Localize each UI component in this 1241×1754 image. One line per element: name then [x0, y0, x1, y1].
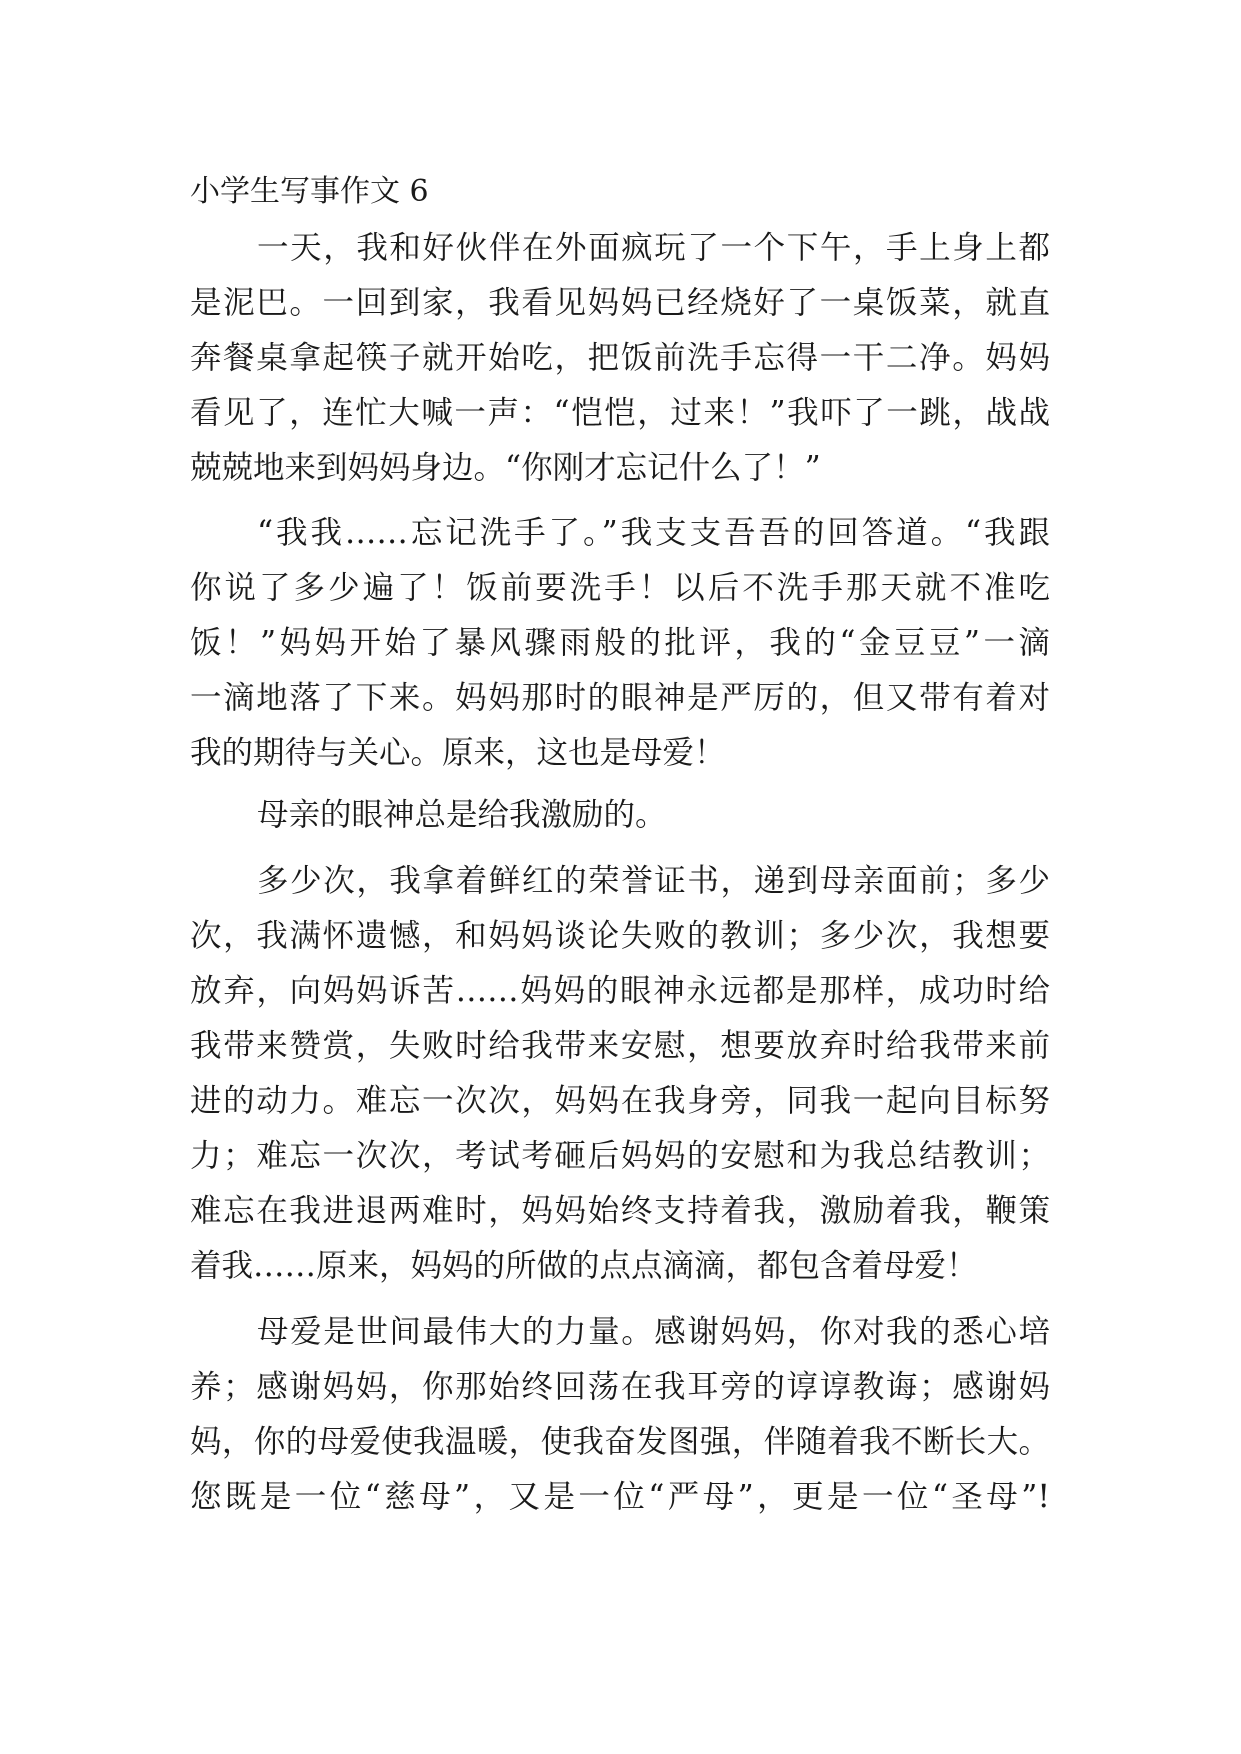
- document-title: 小学生写事作文 6: [190, 174, 429, 209]
- text-line: 饭！”妈妈开始了暴风骤雨般的批评，我的“金豆豆”一滴: [190, 625, 1050, 661]
- text-line: 一天，我和好伙伴在外面疯玩了一个下午，手上身上都: [257, 230, 1050, 266]
- text-line: 次，我满怀遗憾，和妈妈谈论失败的教训；多少次，我想要: [190, 918, 1050, 954]
- text-line: 力；难忘一次次，考试考砸后妈妈的安慰和为我总结教训；: [190, 1138, 1050, 1174]
- text-line: 我的期待与关心。原来，这也是母爱！: [190, 735, 726, 771]
- text-line: 进的动力。难忘一次次，妈妈在我身旁，同我一起向目标努: [190, 1083, 1050, 1119]
- text-line: 养；感谢妈妈，你那始终回荡在我耳旁的谆谆教诲；感谢妈: [190, 1369, 1050, 1405]
- text-line: 着我……原来，妈妈的所做的点点滴滴，都包含着母爱！: [190, 1248, 978, 1284]
- text-line: 是泥巴。一回到家，我看见妈妈已经烧好了一桌饭菜，就直: [190, 285, 1050, 321]
- text-line: “我我……忘记洗手了。”我支支吾吾的回答道。“我跟: [257, 515, 1050, 551]
- text-line: 兢兢地来到妈妈身边。“你刚才忘记什么了！”: [190, 450, 821, 486]
- text-line: 您既是一位“慈母”，又是一位“严母”，更是一位“圣母”!: [190, 1479, 1050, 1515]
- text-line: 我带来赞赏，失败时给我带来安慰，想要放弃时给我带来前: [190, 1028, 1050, 1064]
- text-line: 放弃，向妈妈诉苦……妈妈的眼神永远都是那样，成功时给: [190, 973, 1050, 1009]
- text-line: 一滴地落了下来。妈妈那时的眼神是严厉的，但又带有着对: [190, 680, 1050, 716]
- text-line: 母爱是世间最伟大的力量。感谢妈妈，你对我的悉心培: [257, 1314, 1050, 1350]
- text-line: 母亲的眼神总是给我激励的。: [257, 797, 667, 833]
- text-line: 你说了多少遍了！饭前要洗手！以后不洗手那天就不准吃: [190, 570, 1050, 606]
- text-line: 难忘在我进退两难时，妈妈始终支持着我，激励着我，鞭策: [190, 1193, 1050, 1229]
- text-line: 多少次，我拿着鲜红的荣誉证书，递到母亲面前；多少: [257, 863, 1050, 899]
- text-line: 妈，你的母爱使我温暖，使我奋发图强，伴随着我不断长大。: [190, 1424, 1050, 1460]
- text-line: 看见了，连忙大喊一声：“恺恺，过来！”我吓了一跳，战战: [190, 395, 1050, 431]
- text-line: 奔餐桌拿起筷子就开始吃，把饭前洗手忘得一干二净。妈妈: [190, 340, 1050, 376]
